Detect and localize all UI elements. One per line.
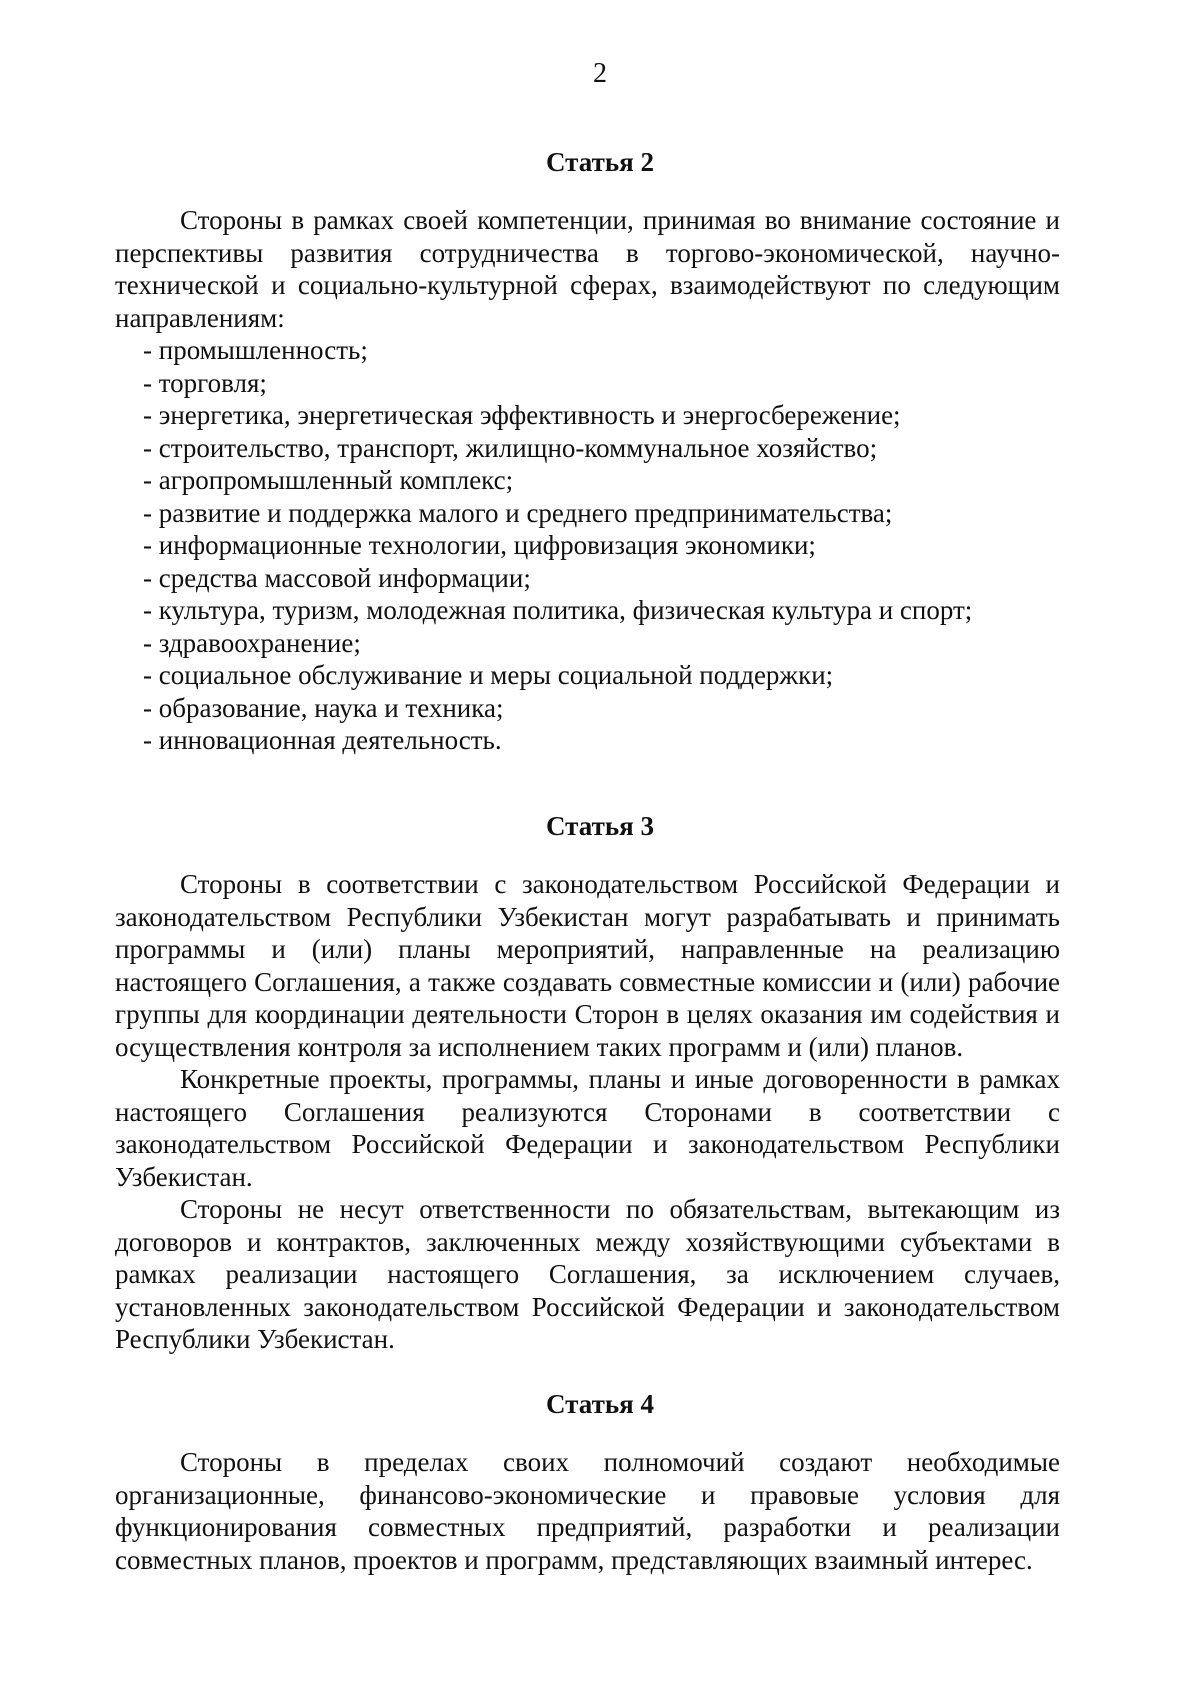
article-3-paragraph-1: Стороны в соответствии с законодательством Российской Федерации и законодательством Республики Узбекистан могут разрабатывать и принимать программы и (или) планы мероприятий, направленные на реализацию настоящего Соглашения, а также создавать совместные комиссии и (или) рабочие группы для координации деятельности Сторон в целях оказания им содействия и осуществления контроля за исполнением таких программ и (или) планов.: [115, 869, 1060, 1062]
article-4-heading: Статья 4: [546, 1389, 654, 1419]
list-item: - инновационная деятельность.: [143, 725, 502, 755]
article-3-paragraph-3: Стороны не несут ответственности по обязательствам, вытекающим из договоров и контрактов, заключенных между хозяйствующими субъектами в рамках реализации настоящего Соглашения, за исключением случаев, установленных законодательством Российской Федерации и законодательством Республики Узбекистан.: [115, 1194, 1060, 1354]
list-item: - промышленность;: [143, 335, 368, 365]
list-item: - информационные технологии, цифровизация экономики;: [143, 530, 816, 560]
article-4-paragraph: Стороны в пределах своих полномочий создают необходимые организационные, финансово-экономические и правовые условия для функционирования совместных предприятий, разработки и реализации совместных планов, проектов и программ, представляющих взаимный интерес.: [115, 1447, 1060, 1575]
article-2-body: [115, 204, 1060, 757]
list-item: - образование, наука и техника;: [143, 692, 504, 723]
article-3-body: [115, 868, 1060, 1356]
list-item: - социальное обслуживание и меры социальной поддержки;: [143, 660, 834, 690]
list-item: - торговля;: [143, 367, 267, 398]
page-number: 2: [593, 58, 607, 89]
article-2-list: [115, 334, 1060, 757]
list-item: - здравоохранение;: [143, 627, 361, 658]
article-4-body: [115, 1446, 1060, 1576]
list-item: - средства массовой информации;: [143, 562, 531, 593]
article-2-heading: Статья 2: [546, 147, 654, 177]
list-item: - энергетика, энергетическая эффективность и энергосбережение;: [143, 400, 901, 430]
list-item: - строительство, транспорт, жилищно-коммунальное хозяйство;: [143, 432, 878, 463]
article-3-heading: Статья 3: [546, 811, 654, 841]
article-3-paragraph-2: Конкретные проекты, программы, планы и иные договоренности в рамках настоящего Соглашения реализуются Сторонами в соответствии с законодательством Российской Федерации и законодательством Республики Узбекистан.: [115, 1064, 1060, 1192]
list-item: - культура, туризм, молодежная политика, физическая культура и спорт;: [143, 595, 973, 625]
list-item: - агропромышленный комплекс;: [143, 465, 514, 495]
article-2-intro: Стороны в рамках своей компетенции, принимая во внимание состояние и перспективы развития сотрудничества в торгово-экономической, научно-технической и социально-культурной сферах, взаимодействуют по следующим направлениям:: [115, 205, 1060, 333]
list-item: - развитие и поддержка малого и среднего предпринимательства;: [143, 497, 893, 528]
